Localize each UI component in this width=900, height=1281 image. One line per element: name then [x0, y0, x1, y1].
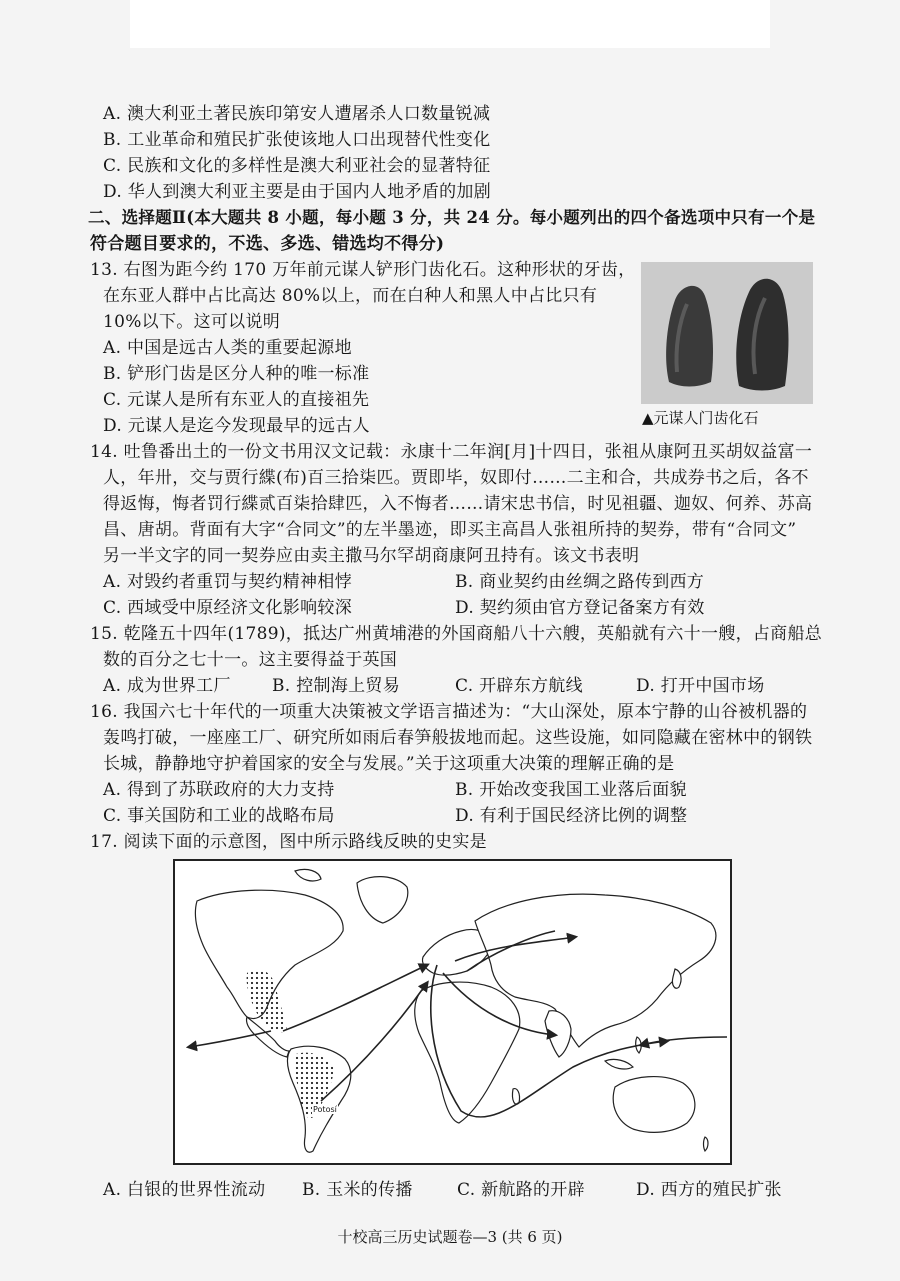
q17-option-b: B. 玉米的传播: [302, 1180, 413, 1200]
q15-option-c: C. 开辟东方航线: [455, 676, 583, 696]
section2-heading-line1: 二、选择题Ⅱ(本大题共 8 小题，每小题 3 分，共 24 分。每小题列出的四个备选项中只有一个是: [88, 208, 816, 227]
route-americas-to-europe: [283, 965, 427, 1031]
page-header-blank: [130, 0, 770, 48]
q14-stem-line1: 14. 吐鲁番出土的一份文书用汉文记载：永康十二年润[月]十四日，张祖从康阿丑买胡奴益富一: [90, 442, 813, 462]
new-zealand-shape: [704, 1137, 709, 1151]
q15-option-d: D. 打开中国市场: [636, 676, 765, 696]
q14-option-d: D. 契约须由官方登记备案方有效: [455, 598, 705, 618]
q13-stem-line1: 13. 右图为距今约 170 万年前元谋人铲形门齿化石。这种形状的牙齿，: [90, 260, 636, 280]
q15-option-a: A. 成为世界工厂: [103, 676, 231, 696]
q14-stem-line2: 人，年卅，交与贾行緤(布)百三拾柒匹。贾即毕，奴即付……二主和合，共成券书之后，各不: [103, 468, 809, 488]
q13-option-d: D. 元谋人是迄今发现最早的远古人: [103, 416, 370, 436]
indonesia-shape: [605, 1059, 633, 1069]
greenland-shape: [357, 877, 408, 923]
q15-stem-line1: 15. 乾隆五十四年(1789)，抵达广州黄埔港的外国商船八十六艘，英船就有六十一艘，占商船总: [90, 624, 823, 644]
q13-option-a: A. 中国是远古人类的重要起源地: [103, 338, 352, 358]
q16-stem-line3: 长城，静静地守护着国家的安全与发展。”关于这项重大决策的理解正确的是: [103, 754, 675, 774]
q12-option-c: C. 民族和文化的多样性是澳大利亚社会的显著特征: [103, 156, 491, 176]
q17-option-d: D. 西方的殖民扩张: [636, 1180, 782, 1200]
incisor-fossil-photo: [641, 262, 813, 404]
q16-stem-line2: 轰鸣打破，一座座工厂、研究所如雨后春笋般拔地而起。这些设施，如同隐藏在密林中的钢铁: [103, 728, 813, 748]
q14-option-c: C. 西域受中原经济文化影响较深: [103, 598, 353, 618]
q17-option-c: C. 新航路的开辟: [457, 1180, 585, 1200]
q16-option-d: D. 有利于国民经济比例的调整: [455, 806, 688, 826]
q17-stem: 17. 阅读下面的示意图，图中所示路线反映的史实是: [90, 832, 487, 852]
q13-option-c: C. 元谋人是所有东亚人的直接祖先: [103, 390, 370, 410]
q13-stem-line2: 在东亚人群中占比高达 80%以上，而在白种人和黑人中占比只有: [103, 286, 598, 306]
q14-stem-line5: 另一半文字的同一契券应由卖主撒马尔罕胡商康阿丑持有。该文书表明: [103, 546, 640, 566]
world-map-drawing: [175, 861, 730, 1163]
q16-option-c: C. 事关国防和工业的战略布局: [103, 806, 335, 826]
q15-option-b: B. 控制海上贸易: [272, 676, 400, 696]
arctic-island-shape: [295, 869, 321, 881]
photo-caption: ▲元谋人门齿化石: [642, 409, 759, 427]
q14-stem-line4: 昌、唐胡。背面有大字“合同文”的左半墨迹，即买主高昌人张祖所持的契券，带有“合同文”: [103, 520, 797, 540]
japan-shape: [672, 969, 681, 988]
q14-stem-line3: 得返悔，悔者罚行緤贰百柒拾肆匹，入不悔者……请宋忠书信，时见祖疆、迦奴、何养、苏高: [103, 494, 813, 514]
section2-heading-line2: 符合题目要求的，不选、多选、错选均不得分): [90, 234, 445, 254]
world-route-map: [173, 859, 732, 1165]
q17-option-a: A. 白银的世界性流动: [103, 1180, 266, 1200]
q12-option-d: D. 华人到澳大利亚主要是由于国内人地矛盾的加剧: [103, 182, 492, 202]
q16-option-a: A. 得到了苏联政府的大力支持: [103, 780, 335, 800]
q13-stem-line3: 10%以下。这可以说明: [103, 312, 281, 332]
map-label-potosi: Potosí: [313, 1105, 337, 1114]
route-pacific-to-manila: [641, 1037, 727, 1045]
page-footer: 十校高三历史试题卷—3 (共 6 页): [337, 1228, 563, 1246]
q15-stem-line2: 数的百分之七十一。这主要得益于英国: [103, 650, 398, 670]
incisor-fossil-image: [641, 262, 813, 404]
q14-option-a: A. 对毁约者重罚与契约精神相悖: [103, 572, 352, 592]
q12-option-b: B. 工业革命和殖民扩张使该地人口出现替代性变化: [103, 130, 491, 150]
q14-option-b: B. 商业契约由丝绸之路传到西方: [455, 572, 705, 592]
q13-option-b: B. 铲形门齿是区分人种的唯一标准: [103, 364, 370, 384]
australia-shape: [613, 1077, 695, 1133]
q12-option-a: A. 澳大利亚土著民族印第安人遭屠杀人口数量锐减: [103, 104, 491, 124]
q16-option-b: B. 开始改变我国工业落后面貌: [455, 780, 687, 800]
q16-stem-line1: 16. 我国六七十年代的一项重大决策被文学语言描述为：“大山深处，原本宁静的山谷被机器的: [90, 702, 808, 722]
